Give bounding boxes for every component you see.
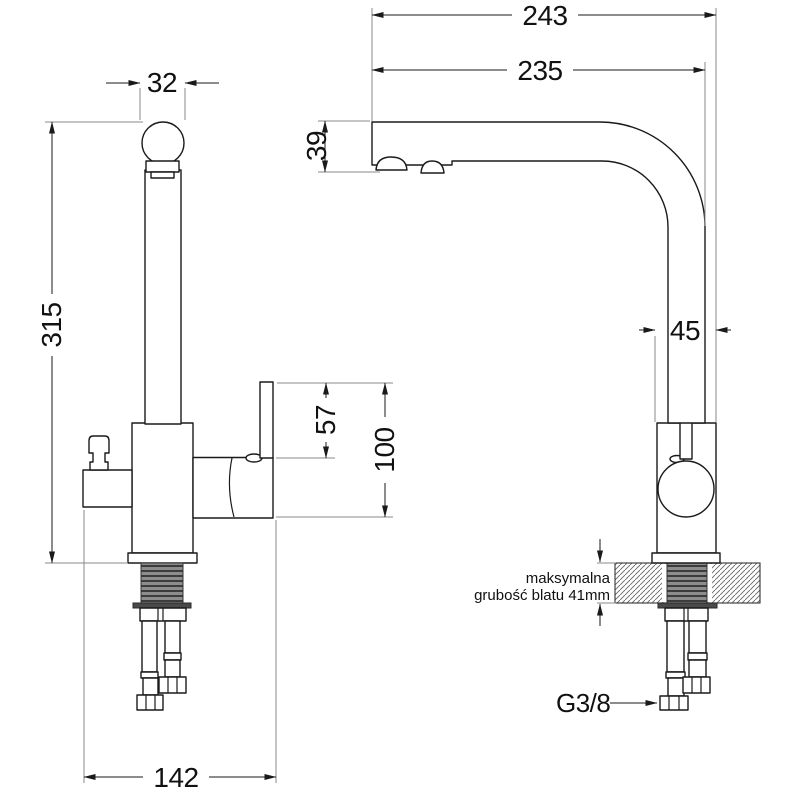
faucet-body-front	[132, 423, 193, 553]
front-view	[36, 67, 400, 793]
countertop-note-line1: maksymalna	[525, 570, 610, 587]
dim-142-label: 142	[153, 762, 199, 793]
base-flange-side	[652, 553, 720, 563]
dimension-base-width	[84, 762, 276, 793]
dim-45-label: 45	[669, 315, 701, 346]
dim-235-label: 235	[517, 55, 563, 86]
aerator-front	[146, 161, 179, 172]
handle-arm-front	[193, 458, 273, 519]
joint-sphere	[658, 461, 714, 517]
dim-57-label: 57	[310, 404, 341, 436]
thread-size-callout	[556, 688, 657, 718]
dimension-lever-offset	[310, 383, 341, 458]
supply-hose-long-side	[660, 621, 688, 710]
filter-valve-knob	[89, 436, 109, 470]
hex-connector	[683, 677, 710, 693]
supply-hose-short-front	[159, 621, 186, 693]
dimension-handle-height	[369, 383, 400, 517]
dimension-overall-depth	[372, 0, 716, 31]
dim-39-label: 39	[301, 130, 332, 162]
dim-100-label: 100	[369, 427, 400, 473]
spout-end-circle	[142, 122, 184, 164]
base-flange-front	[128, 553, 197, 563]
dimension-body-width	[639, 315, 731, 346]
mounting-nut-side	[665, 608, 708, 621]
supply-hose-long-front	[137, 621, 163, 710]
supply-hose-short-side	[683, 621, 710, 693]
dimension-spout-reach	[372, 55, 705, 86]
lock-washer-front	[133, 603, 191, 608]
spout-column	[145, 170, 181, 424]
dim-32-label: 32	[146, 67, 178, 98]
dimension-spout-diameter	[106, 67, 219, 98]
filter-outlet-arm	[83, 470, 132, 507]
handle-lever-front	[260, 382, 273, 458]
lock-washer-side	[658, 603, 717, 608]
side-view	[301, 0, 760, 718]
hex-connector	[159, 677, 186, 693]
threaded-shank-side	[667, 563, 707, 603]
dimension-spout-head-height	[301, 121, 332, 172]
countertop-thickness-note	[474, 539, 611, 626]
dim-243-label: 243	[522, 0, 568, 31]
thread-size-label: G3/8	[556, 688, 611, 718]
dimension-total-height	[36, 122, 67, 563]
dim-315-label: 315	[36, 302, 67, 348]
aerator-step-front	[151, 172, 174, 178]
hex-connector	[137, 695, 163, 710]
hex-connector-g38	[660, 696, 688, 710]
countertop-note-line2: grubość blatu 41mm	[474, 587, 610, 604]
threaded-shank-front	[141, 563, 183, 603]
